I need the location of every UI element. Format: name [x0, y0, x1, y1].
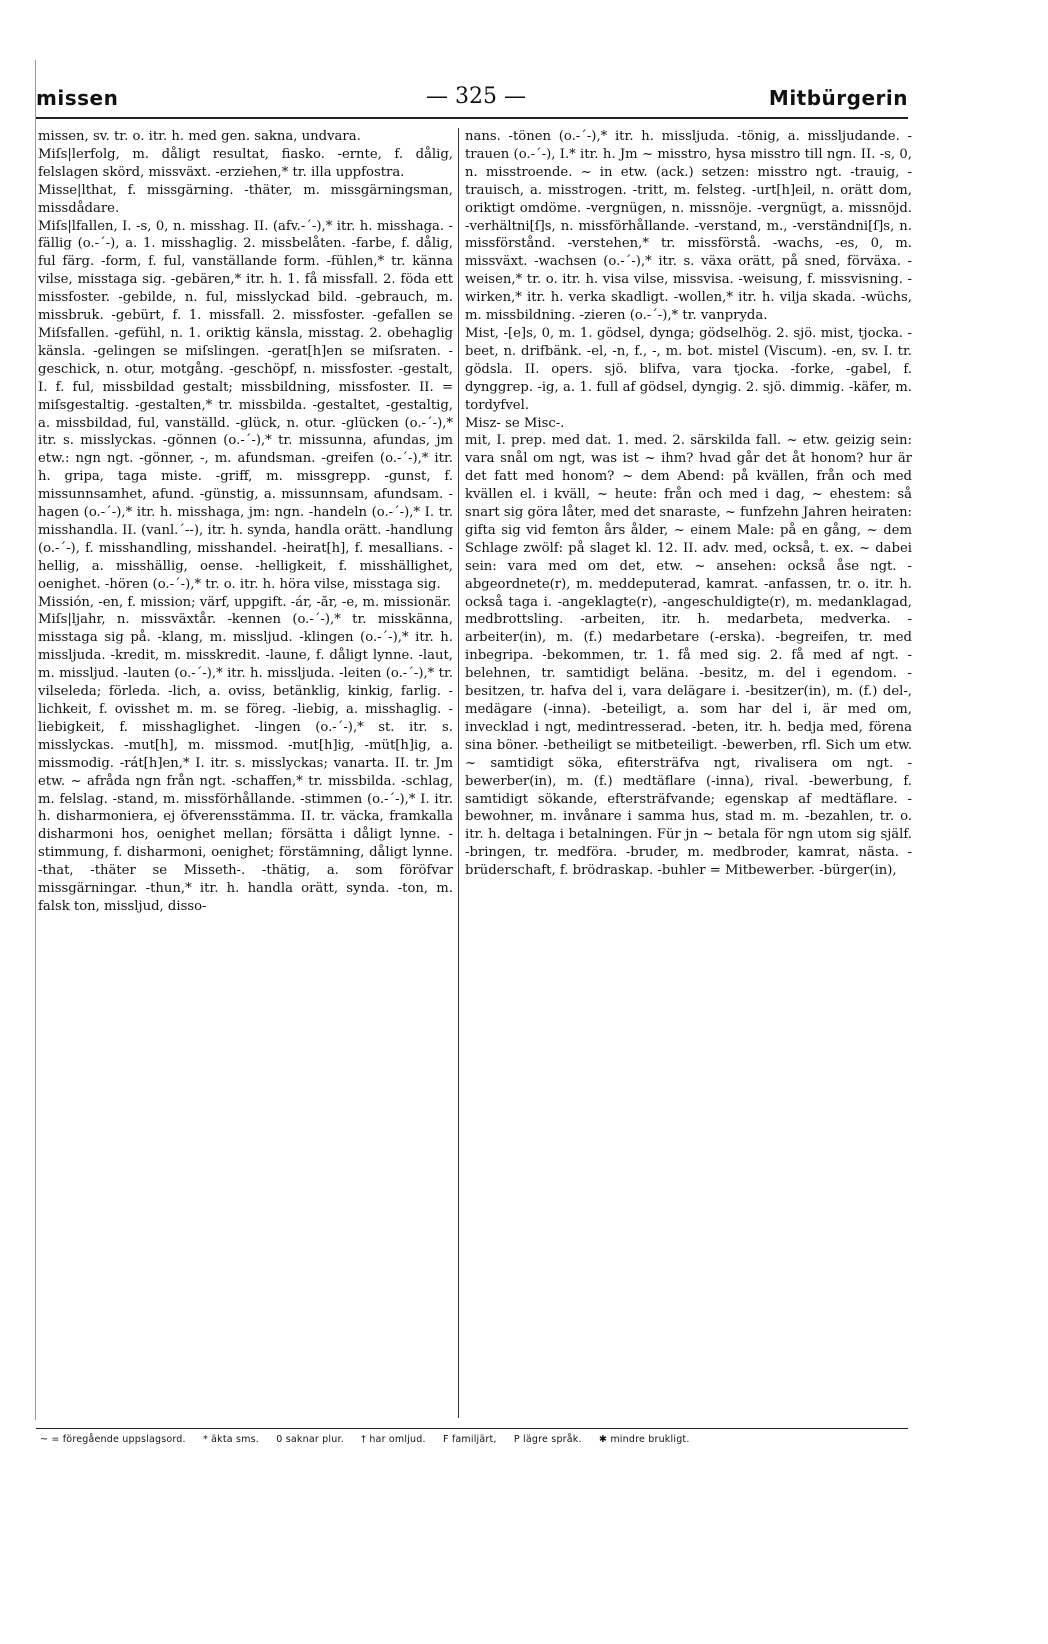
legend-item: ~ = föregående uppslagsord.: [40, 1434, 186, 1445]
page-number: — 325 —: [426, 84, 526, 109]
dictionary-entry: Miſs|lfallen, I. -s, 0, n. misshag. II. (afv.-´-),* itr. h. misshaga. -fällig (o.-´-), a. 1. misshaglig. 2. missbelåten. -farbe, f. dålig, ful färg. -form, f. ful, vanställande form. -fühlen,* tr. känna vilse, misstaga sig. -gebären,* itr. h. 1. få missfall. 2. föda ett missfoster. -gebilde, n. ful, misslyckad bild. -gebrauch, m. missbruk. -gebürt, f. 1. missfall. 2. missfoster. -gefallen se Miſsfallen. -gefühl, n. 1. oriktig känsla, misstag. 2. obehaglig känsla. -gelingen se miſslingen. -gerat[h]en se miſsraten. -geschick, n. otur, motgång. -geschöpf, n. missfoster. -gestalt, I. f. ful, missbildad gestalt; missbildning, missfoster. II. = miſsgestaltig. -gestalten,* tr. missbilda. -gestaltet, -gestaltig, a. missbildad, ful, vanställd. -glück, n. otur. -glücken (o.-´-),* itr. s. misslyckas. -gönnen (o.-´-),* tr. missunna, afundas, jm etw.: ngn ngt. -gönner, -, m. afundsman. -greifen (o.-´-),* itr. h. gripa, taga miste. -griff, m. missgrepp. -gunst, f. missunnsamhet, afund. -günstig, a. missunnsam, afundsam. -hagen (o.-´-),* itr. h. misshaga, jm: ngn. -handeln (o.-´-),* I. tr. misshandla. II. (vanl.´--), itr. h. synda, handla orätt. -handlung (o.-´-), f. misshandling, misshandel. -heirat[h], f. mesallians. -hellig, a. misshällig, oense. -helligkeit, f. misshällighet, oenighet. -hören (o.-´-),* tr. o. itr. h. höra vilse, misstaga sig.: [38, 218, 453, 592]
abbreviation-legend: [40, 1434, 910, 1445]
legend-item: † har omljud.: [361, 1434, 426, 1445]
dictionary-entry: Missión, -en, f. mission; värf, uppgift. -ár, -ăr, -e, m. missionär.: [38, 594, 452, 610]
dictionary-entry: missen, sv. tr. o. itr. h. med gen. sakna, undvara.: [38, 129, 361, 144]
legend-item: ✱ mindre brukligt.: [598, 1434, 690, 1445]
legend-item: P lägre språk.: [513, 1434, 582, 1445]
header-guide-word-left: missen: [36, 86, 119, 110]
right-column: [465, 128, 912, 1428]
footer-rule: [36, 1428, 908, 1429]
header-rule: [36, 117, 908, 119]
dictionary-entry: Mist, -[e]s, 0, m. 1. gödsel, dynga; gödselhög. 2. sjö. mist, tjocka. -beet, n. drifbänk. -el, -n, f., -, m. bot. mistel (Viscum). -en, sv. I. tr. gödsla. II. opers. sjö. blifva, vara tjocka. -forke, -gabel, f. dynggrep. -ig, a. 1. full af gödsel, dyngig. 2. sjö. dimmig. -käfer, m. tordyfvel.: [465, 325, 912, 413]
dictionary-entry: Misse|lthat, f. missgärning. -thäter, m. missgärningsman, missdådare.: [38, 182, 453, 216]
legend-item: * äkta sms.: [202, 1434, 260, 1445]
dictionary-entry: Misz- se Misc-.: [465, 415, 565, 431]
page-edge-rule: [35, 60, 36, 1420]
running-header: [36, 78, 908, 114]
dictionary-entry: Miſs|lerfolg, m. dåligt resultat, fiasko. -ernte, f. dålig, felslagen skörd, missväxt. -erziehen,* tr. illa uppfostra.: [38, 146, 453, 180]
legend-item: 0 saknar plur.: [276, 1434, 344, 1445]
legend-item: F familjärt,: [442, 1434, 497, 1445]
column-divider: [458, 128, 459, 1418]
dictionary-entry: Miſs|ljahr, n. missväxtår. -kennen (o.-´-),* tr. misskänna, misstaga sig på. -klang, m. missljud. -klingen (o.-´-),* itr. h. missljuda. -kredit, m. misskredit. -laune, f. dåligt lynne. -laut, m. missljud. -lauten (o.-´-),* itr. h. missljuda. -leiten (o.-´-),* tr. vilseleda; förleda. -lich, a. oviss, betänklig, kinkig, farlig. -lichkeit, f. ovisshet m. m. se föreg. -liebig, a. misshaglig. -liebigkeit, f. misshaglighet. -lingen (o.-´-),* st. itr. s. misslyckas. -mut[h], m. missmod. -mut[h]ig, -müt[h]ig, a. missmodig. -rát[h]en,* I. itr. s. misslyckas; vanarta. II. tr. Jm etw. ~ afråda ngn från ngt. -schaffen,* tr. missbilda. -schlag, m. felslag. -stand, m. missförhållande. -stimmen (o.-´-),* I. itr. h. disharmoniera, ej öfverensstämma. II. tr. väcka, framkalla disharmoni hos, oenighet mellan; försätta i dåligt lynne. -stimmung, f. disharmoni, oenighet; förstämning, dåligt lynne. -that, -thäter se Misseth-. -thätig, a. som föröfvar missgärningar. -thun,* itr. h. handla orätt, synda. -ton, m. falsk ton, missljud, disso-: [38, 612, 453, 914]
header-guide-word-right: Mitbürgerin: [768, 86, 908, 110]
dictionary-entry: mit, I. prep. med dat. 1. med. 2. särskilda fall. ~ etw. geizig sein: vara snål om ngt, was ist ~ ihm? hvad går det åt honom? hur är det fatt med honom? ~ dem Abend: på kvällen, från och med kvällen el. i kväll, ~ heute: från och med i dag, ~ ehestem: så snart sig göra låter, med det snaraste, ~ funfzehn Jahren heiraten: gifta sig vid femton års ålder, ~ einem Male: på en gång, ~ dem Schlage zwölf: på slaget kl. 12. II. adv. med, också, t. ex. ~ dabei sein: vara med om det, etw. ~ ansehen: också åse ngt. -abgeordnete(r), m. meddeputerad, kamrat. -anfassen, tr. o. itr. h. också taga i. -angeklagte(r), -angeschuldigte(r), m. medanklagad, medbrottsling. -arbeiten, itr. h. medarbeta, medverka. -arbeiter(in), m. (f.) medarbetare (-erska). -begreifen, tr. med inbegripa. -bekommen, tr. 1. få med sig. 2. få med af ngt. -belehnen, tr. samtidigt beläna. -besitz, m. del i egendom. -besitzen, tr. hafva del i, vara delägare i. -besitzer(in), m. (f.) del-, medägare (-inna). -beteiligt, a. som har del i, är med om, invecklad i ngt, medintresserad. -beten, itr. h. bedja med, förena sina böner. -betheiligt se mitbeteiligt. -bewerben, rfl. Sich um etw. ~ samtidigt söka, efitersträfva ngt, rivalisera om ngt. -bewerber(in), m. (f.) medtäflare (-inna), rival. -bewerbung, f. samtidigt sökande, eftersträfvande; egenskap af medtäflare. -bewohner, m. invånare i samma hus, stad m. m. -bezahlen, tr. o. itr. h. deltaga i betalningen. Für jn ~ betala för ngn utom sig själf. -bringen, tr. medföra. -bruder, m. medbroder, kamrat, nästa. -brüderschaft, f. brödraskap. -buhler = Mitbewerber. -bürger(in),: [465, 433, 912, 879]
left-column: [38, 128, 453, 1428]
dictionary-entry: nans. -tönen (o.-´-),* itr. h. missljuda. -tönig, a. missljudande. -trauen (o.-´-), I.* itr. h. Jm ~ misstro, hysa misstro till ngn. II. -s, 0, n. misstroende. ~ in etw. (ack.) setzen: misstro ngt. -trauig, -trauisch, a. misstrogen. -tritt, m. felsteg. -urt[h]eil, n. orätt dom, oriktigt omdöme. -vergnügen, n. missnöje. -vergnügt, a. missnöjd. -verhältni[ſ]s, n. missförhållande. -verstand, m., -verständni[ſ]s, n. missförstånd. -verstehen,* tr. missförstå. -wachs, -es, 0, m. missväxt. -wachsen (o.-´-),* itr. s. växa orätt, på sned, förväxa. -weisen,* tr. o. itr. h. visa vilse, missvisa. -weisung, f. missvisning. -wirken,* itr. h. verka skadligt. -wollen,* itr. h. vilja skada. -wüchs, m. missbildning. -zieren (o.-´-),* tr. vanpryda.: [465, 129, 912, 324]
